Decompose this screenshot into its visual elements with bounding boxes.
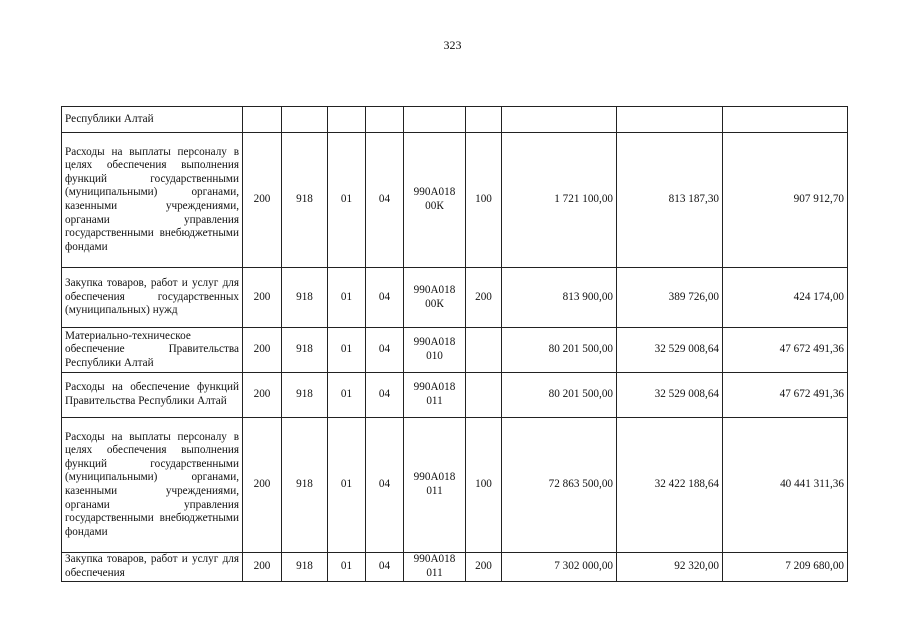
table-row	[62, 553, 848, 582]
section-code-cell: 01	[328, 268, 366, 328]
department-code-cell: 918	[282, 418, 328, 553]
target-item-code-cell: 990А018 011	[404, 418, 466, 553]
remainder-amount-cell: 47 672 491,36	[723, 373, 848, 418]
department-code-cell: 918	[282, 328, 328, 373]
grbs-code-cell: 200	[243, 418, 282, 553]
expense-type-code-cell: 200	[466, 553, 502, 582]
subsection-code-cell: 04	[366, 418, 404, 553]
executed-amount-cell: 389 726,00	[617, 268, 723, 328]
planned-amount-cell: 72 863 500,00	[502, 418, 617, 553]
remainder-amount-cell: 907 912,70	[723, 133, 848, 268]
row-name-cell: Закупка товаров, работ и услуг для обеспечения государственных (муниципальных) нужд	[62, 268, 243, 328]
remainder-amount-cell	[723, 107, 848, 133]
subsection-code-cell: 04	[366, 133, 404, 268]
section-code-cell: 01	[328, 328, 366, 373]
expense-type-code-cell	[466, 328, 502, 373]
department-code-cell: 918	[282, 268, 328, 328]
expense-type-code-cell: 100	[466, 418, 502, 553]
executed-amount-cell: 32 422 188,64	[617, 418, 723, 553]
executed-amount-cell	[617, 107, 723, 133]
target-item-code-cell: 990А018 010	[404, 328, 466, 373]
grbs-code-cell: 200	[243, 268, 282, 328]
subsection-code-cell	[366, 107, 404, 133]
target-item-code-cell: 990А018 00К	[404, 133, 466, 268]
subsection-code-cell: 04	[366, 553, 404, 582]
section-code-cell: 01	[328, 133, 366, 268]
executed-amount-cell: 32 529 008,64	[617, 373, 723, 418]
target-item-code-cell: 990А018 011	[404, 373, 466, 418]
remainder-amount-cell: 40 441 311,36	[723, 418, 848, 553]
grbs-code-cell	[243, 107, 282, 133]
section-code-cell	[328, 107, 366, 133]
planned-amount-cell	[502, 107, 617, 133]
budget-table-body	[62, 107, 848, 582]
grbs-code-cell: 200	[243, 373, 282, 418]
table-row	[62, 133, 848, 268]
expense-type-code-cell: 100	[466, 133, 502, 268]
table-row	[62, 418, 848, 553]
section-code-cell: 01	[328, 373, 366, 418]
row-name-cell: Материально-техническое обеспечение Правительства Республики Алтай	[62, 328, 243, 373]
subsection-code-cell: 04	[366, 328, 404, 373]
budget-table	[61, 106, 848, 582]
section-code-cell: 01	[328, 418, 366, 553]
row-name-cell: Расходы на выплаты персоналу в целях обеспечения выполнения функций государственными (муниципальными) органами, казенными учреждениями, органами управления государственными внебюджетными фондами	[62, 418, 243, 553]
row-name-cell: Закупка товаров, работ и услуг для обеспечения	[62, 553, 243, 582]
target-item-code-cell	[404, 107, 466, 133]
grbs-code-cell: 200	[243, 133, 282, 268]
executed-amount-cell: 92 320,00	[617, 553, 723, 582]
table-row	[62, 268, 848, 328]
row-name-cell: Республики Алтай	[62, 107, 243, 133]
planned-amount-cell: 80 201 500,00	[502, 373, 617, 418]
remainder-amount-cell: 424 174,00	[723, 268, 848, 328]
expense-type-code-cell: 200	[466, 268, 502, 328]
target-item-code-cell: 990А018 011	[404, 553, 466, 582]
page-number: 323	[443, 38, 462, 52]
row-name-cell: Расходы на выплаты персоналу в целях обеспечения выполнения функций государственными (муниципальными) органами, казенными учреждениями, органами управления государственными внебюджетными фондами	[62, 133, 243, 268]
subsection-code-cell: 04	[366, 268, 404, 328]
planned-amount-cell: 80 201 500,00	[502, 328, 617, 373]
target-item-code-cell: 990А018 00К	[404, 268, 466, 328]
expense-type-code-cell	[466, 373, 502, 418]
remainder-amount-cell: 47 672 491,36	[723, 328, 848, 373]
grbs-code-cell: 200	[243, 553, 282, 582]
table-row	[62, 373, 848, 418]
executed-amount-cell: 32 529 008,64	[617, 328, 723, 373]
planned-amount-cell: 813 900,00	[502, 268, 617, 328]
department-code-cell: 918	[282, 553, 328, 582]
remainder-amount-cell: 7 209 680,00	[723, 553, 848, 582]
department-code-cell	[282, 107, 328, 133]
executed-amount-cell: 813 187,30	[617, 133, 723, 268]
planned-amount-cell: 1 721 100,00	[502, 133, 617, 268]
table-row	[62, 328, 848, 373]
grbs-code-cell: 200	[243, 328, 282, 373]
department-code-cell: 918	[282, 133, 328, 268]
planned-amount-cell: 7 302 000,00	[502, 553, 617, 582]
expense-type-code-cell	[466, 107, 502, 133]
row-name-cell: Расходы на обеспечение функций Правительства Республики Алтай	[62, 373, 243, 418]
section-code-cell: 01	[328, 553, 366, 582]
table-row	[62, 107, 848, 133]
department-code-cell: 918	[282, 373, 328, 418]
subsection-code-cell: 04	[366, 373, 404, 418]
